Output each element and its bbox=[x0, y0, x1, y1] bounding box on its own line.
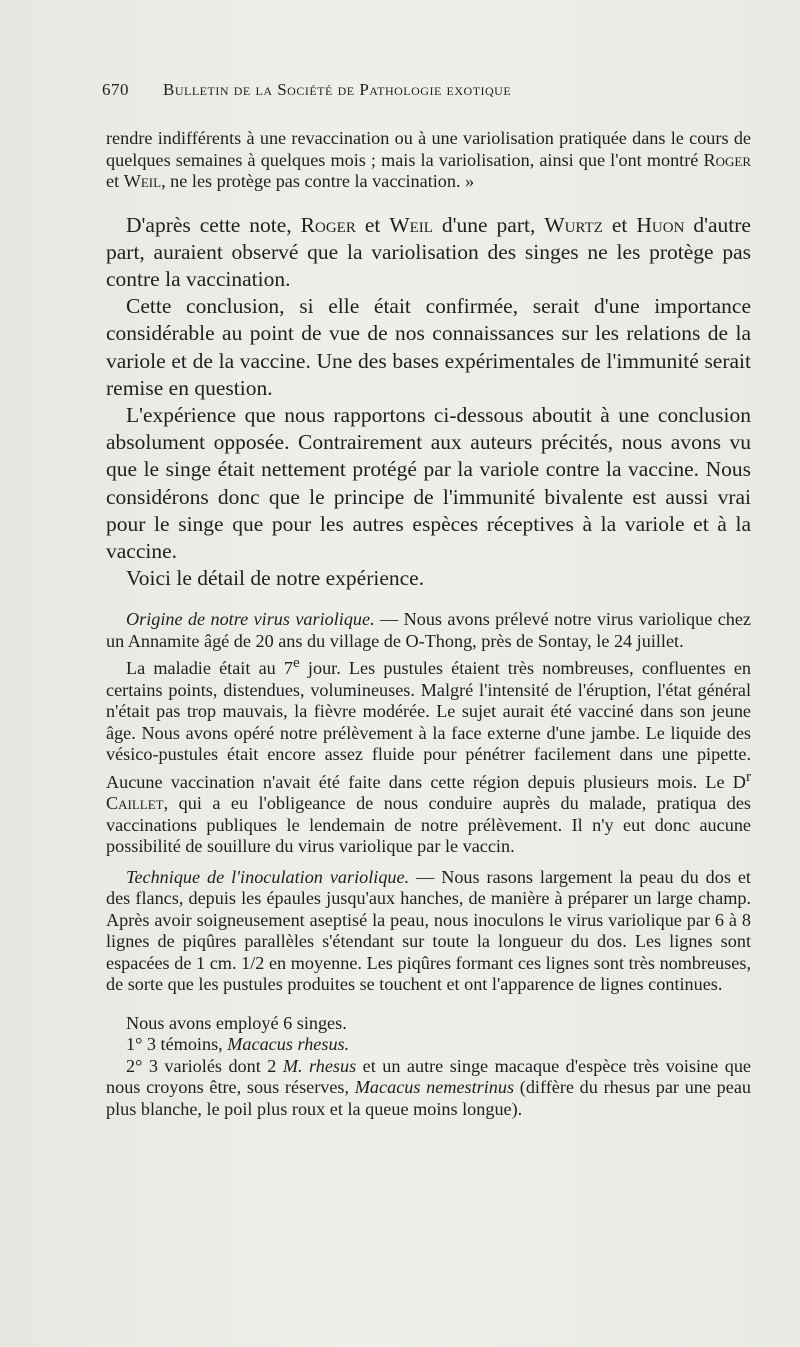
paragraph: L'expérience que nous rapportons ci-dessous aboutit à une conclusion absolument opposée. Contrairement aux auteurs précités, nous avons vu que le singe était nettement protégé par la variole contre la vaccine. Nous considérons donc que le principe de l'immunité bivalente est aussi vrai pour le singe que pour les autres espèces réceptives à la variole et à la vaccine. bbox=[106, 402, 751, 563]
author-name: Roger bbox=[300, 212, 356, 237]
species-name: Macacus rhesus. bbox=[227, 1034, 350, 1055]
paragraph: Voici le détail de notre expérience. bbox=[126, 566, 425, 591]
paragraph-virus-origin: Origine de notre virus variolique. — Nous avons prélevé notre virus variolique chez un Annamite âgé de 20 ans du village de O-Thong, près de Sontay, le 24 juillet. bbox=[106, 609, 752, 651]
paragraph: La maladie était au 7e jour. Les pustules étaient très nombreuses, confluentes en certains points, distendues, volumineuses. Malgré l'intensité de l'éruption, l'état général n'était pas trop mauvais, la fièvre modérée. Le sujet aurait été vacciné dans son jeune âge. Nous avons opéré notre prélèvement à la face externe d'une jambe. Le liquide des vésico-pustules était encore assez fluide pour pénétrer facilement dans une pipette. Aucune vaccination n'avait été faite dans cette région depuis plusieurs mois. Le $D^r$ Caillet, qui a eu l'obligeance de nous conduire auprès du malade, pratiqua des vaccinations publiques le lendemain de notre prélèvement. Il n'y eut donc aucune possibilité de souillure du virus variolique par le vaccin. bbox=[106, 654, 752, 857]
paragraph: Cette conclusion, si elle était confirmée, serait d'une importance considérable au point de vue de nos connaissances sur les relations de la variole et de la vaccine. Une des bases expérimentales de l'immunité serait remise en question. bbox=[106, 294, 751, 400]
author-name: Caillet bbox=[106, 793, 164, 814]
list-item: 2° 3 variolés dont 2 M. rhesus et un autre singe macaque d'espèce très voisine que nous croyons être, sous réserves, Macacus nemestrinus (diffère du rhesus par une peau plus blanche, le poil plus roux et la queue moins longue). bbox=[106, 1055, 752, 1119]
list-item: 1° 3 témoins, Macacus rhesus. bbox=[126, 1034, 350, 1055]
section-heading: Technique de l'inoculation variolique. bbox=[126, 866, 410, 887]
paragraph-quote-end: rendre indifférents à une revaccination ou à une variolisation pratiquée dans le cours de quelques semaines à quelques mois ; mais la variolisation, ainsi que l'ont montré Roger et Weil, ne les protège pas contre la vaccination. » bbox=[106, 128, 752, 191]
paragraph: Nous avons employé 6 singes. bbox=[126, 1012, 347, 1033]
paragraph: D'après cette note, Roger et Weil d'une part, Wurtz et Huon d'autre part, auraient observé que la variolisation des singes ne les protège pas contre la vaccination. bbox=[106, 212, 751, 291]
page-number: 670 bbox=[102, 80, 129, 99]
species-name: M. rhesus bbox=[282, 1055, 357, 1076]
author-name: Weil bbox=[123, 171, 162, 191]
author-name: Roger bbox=[703, 149, 752, 170]
running-header bbox=[102, 80, 722, 110]
body-text bbox=[106, 128, 751, 1120]
section-heading: Origine de notre virus variolique. bbox=[126, 609, 375, 630]
author-name: Huon bbox=[636, 212, 685, 237]
species-name: Macacus nemestrinus bbox=[354, 1077, 515, 1098]
author-name: Wurtz bbox=[544, 212, 603, 237]
author-name: Weil bbox=[389, 212, 433, 237]
paragraph-inoculation-technique: Technique de l'inoculation variolique. — Nous rasons largement la peau du dos et des flancs, depuis les épaules jusqu'aux hanches, de manière à préparer un large champ. Après avoir soigneusement aseptisé la peau, nous inoculons le virus variolique par 6 à 8 lignes de piqûres parallèles s'étendant sur toute la longueur du dos. Les lignes sont espacées de 1 cm. 1/2 en moyenne. Les piqûres formant ces lignes sont très nombreuses, de sorte que les pustules produites se touchent et ont l'apparence de lignes continues. bbox=[106, 866, 751, 995]
running-title: Bulletin de la Société de Pathologie exotique bbox=[163, 80, 512, 99]
